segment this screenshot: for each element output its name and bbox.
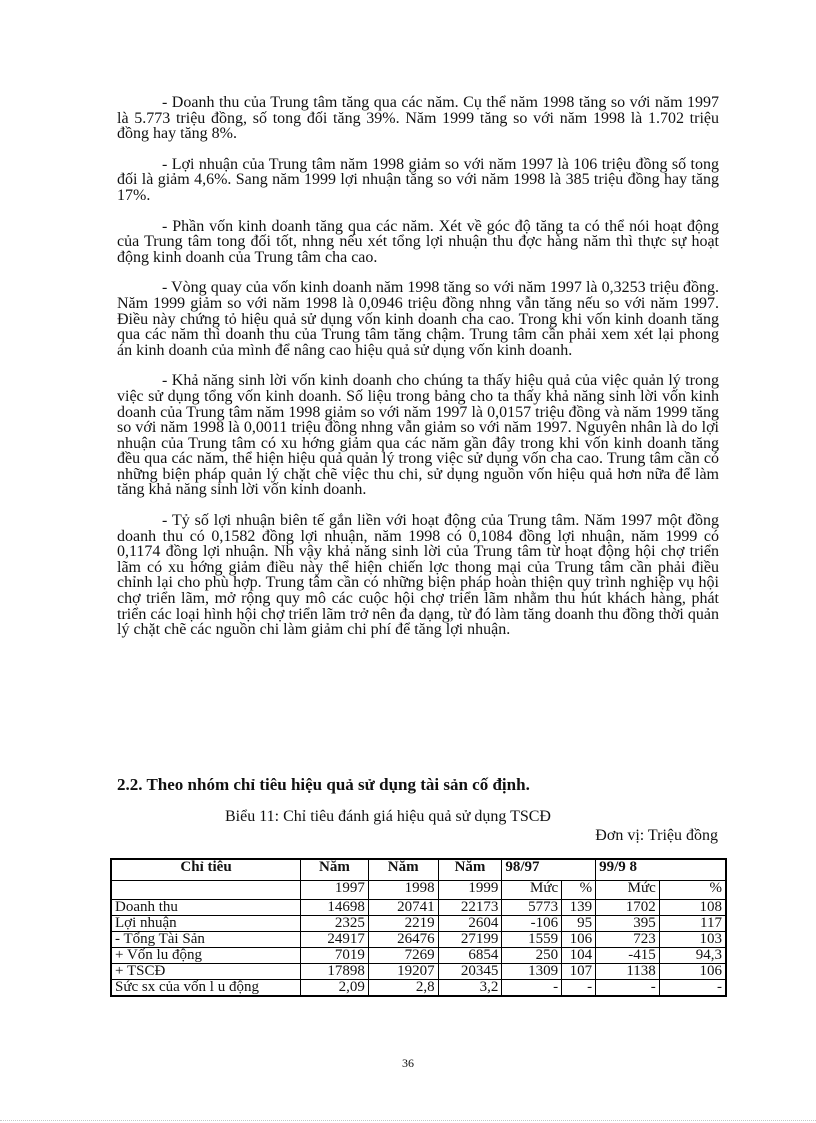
cell-pct1: 139 bbox=[562, 900, 596, 916]
table-row bbox=[111, 964, 726, 980]
table-body bbox=[111, 900, 726, 997]
subheader-muc-99-98: Mức bbox=[596, 881, 660, 900]
cell-pct1: - bbox=[562, 980, 596, 997]
header-nam-1998: Năm bbox=[368, 859, 438, 881]
paragraph: - Phần vốn kinh doanh tăng qua các năm. Xét về góc độ tăng ta có thể nói hoạt động của Trung tâm tong đối tốt, nhng nếu xét tổng lợi nhuận thu đợc hàng năm thì thực sự hoạt động kinh doanh của Trung tâm cha cao. bbox=[117, 217, 719, 266]
subheader-muc-98-97: Mức bbox=[502, 881, 562, 900]
cell-muc1: 250 bbox=[502, 948, 562, 964]
cell-muc2: 1702 bbox=[596, 900, 660, 916]
row-label: + Vốn lu động bbox=[111, 948, 301, 964]
bottom-divider bbox=[0, 1120, 816, 1121]
table-row bbox=[111, 948, 726, 964]
table-caption: Biểu 11: Chỉ tiêu đánh giá hiệu quả sử dụng TSCĐ bbox=[225, 808, 551, 825]
cell-y1999: 2604 bbox=[438, 916, 502, 932]
paragraph: - Lợi nhuận của Trung tâm năm 1998 giảm so với năm 1997 là 106 triệu đồng số tong đối là giảm 4,6%. Sang năm 1999 lợi nhuận tăng so với năm 1998 là 385 triệu đồng hay tăng 17%. bbox=[117, 155, 719, 204]
cell-pct1: 106 bbox=[562, 932, 596, 948]
table-row bbox=[111, 900, 726, 916]
cell-y1999: 6854 bbox=[438, 948, 502, 964]
cell-y1997: 2,09 bbox=[301, 980, 369, 997]
indicator-table bbox=[110, 858, 727, 997]
paragraph: - Doanh thu của Trung tâm tăng qua các năm. Cụ thể năm 1998 tăng so với năm 1997 là 5.773 triệu đồng, số tong đối tăng 39%. Năm 1999 tăng so với năm 1998 là 1.702 triệu đồng hay tăng 8%. bbox=[117, 94, 719, 143]
cell-y1998: 2219 bbox=[368, 916, 438, 932]
table-row bbox=[111, 916, 726, 932]
table-row bbox=[111, 932, 726, 948]
header-nam-1999: Năm bbox=[438, 859, 502, 881]
subheader-pct-99-98: % bbox=[659, 881, 726, 900]
header-nam-1997: Năm bbox=[301, 859, 369, 881]
cell-y1999: 27199 bbox=[438, 932, 502, 948]
cell-y1997: 17898 bbox=[301, 964, 369, 980]
header-98-97: 98/97 bbox=[502, 859, 596, 881]
section-heading: 2.2. Theo nhóm chỉ tiêu hiệu quả sử dụng tài sản cố định. bbox=[117, 775, 530, 794]
cell-y1998: 7269 bbox=[368, 948, 438, 964]
cell-pct2: 117 bbox=[659, 916, 726, 932]
cell-muc2: - bbox=[596, 980, 660, 997]
cell-pct2: 94,3 bbox=[659, 948, 726, 964]
cell-y1999: 3,2 bbox=[438, 980, 502, 997]
cell-muc1: 5773 bbox=[502, 900, 562, 916]
cell-pct1: 104 bbox=[562, 948, 596, 964]
cell-y1998: 26476 bbox=[368, 932, 438, 948]
subheader-blank bbox=[111, 881, 301, 900]
table-row bbox=[111, 980, 726, 997]
cell-muc2: -415 bbox=[596, 948, 660, 964]
cell-y1998: 2,8 bbox=[368, 980, 438, 997]
cell-pct1: 107 bbox=[562, 964, 596, 980]
subheader-1998: 1998 bbox=[368, 881, 438, 900]
cell-y1998: 20741 bbox=[368, 900, 438, 916]
cell-y1997: 7019 bbox=[301, 948, 369, 964]
cell-muc2: 395 bbox=[596, 916, 660, 932]
cell-y1997: 2325 bbox=[301, 916, 369, 932]
header-99-98: 99/9 8 bbox=[596, 859, 726, 881]
body-text bbox=[117, 95, 719, 653]
paragraph: - Vòng quay của vốn kinh doanh năm 1998 tăng so với năm 1997 là 0,3253 triệu đồng. Năm 1999 giảm so với năm 1998 là 0,0946 triệu đồng nhng vẫn tăng nếu so với năm 1997. Điều này chứng tỏ hiệu quả sử dụng vốn kinh doanh cha cao. Trong khi vốn kinh doanh tăng qua các năm thì doanh thu của Trung tâm tăng chậm. Trung tâm cần phải xem xét lại phong án kinh doanh của mình để nâng cao hiệu quả sử dụng vốn kinh doanh. bbox=[117, 279, 719, 359]
cell-muc2: 1138 bbox=[596, 964, 660, 980]
row-label: - Tổng Tài Sản bbox=[111, 932, 301, 948]
table-subheader-row bbox=[111, 881, 726, 900]
cell-y1997: 24917 bbox=[301, 932, 369, 948]
cell-pct2: 108 bbox=[659, 900, 726, 916]
row-label: Lợi nhuận bbox=[111, 916, 301, 932]
cell-muc2: 723 bbox=[596, 932, 660, 948]
paragraph: - Khả năng sinh lời vốn kinh doanh cho chúng ta thấy hiệu quả của việc quản lý trong việc sử dụng tổng vốn kinh doanh. Số liệu trong bảng cho ta thấy khả năng sinh lời vốn kinh doanh của Trung tâm năm 1998 giảm so với năm 1997 là 0,0157 triệu đồng và năm 1999 tăng so với năm 1998 là 0,0011 triệu đồng nhng vẫn giảm so với năm 1997. Nguyên nhân là do lợi nhuận của Trung tâm có xu hớng giảm qua các năm gần đây trong khi vốn kinh doanh tăng đều qua các năm, thể hiện hiệu quả quản lý trong việc sử dụng vốn cha cao. Trung tâm cần có những biện pháp quản lý chặt chẽ việc thu chi, sử dụng nguồn vốn hiệu quả hơn nữa để làm tăng khả năng sinh lời vốn kinh doanh. bbox=[117, 372, 719, 499]
cell-pct2: 106 bbox=[659, 964, 726, 980]
cell-y1997: 14698 bbox=[301, 900, 369, 916]
subheader-pct-98-97: % bbox=[562, 881, 596, 900]
row-label: Doanh thu bbox=[111, 900, 301, 916]
row-label: + TSCĐ bbox=[111, 964, 301, 980]
header-chi-tieu: Chỉ tiêu bbox=[111, 859, 301, 881]
subheader-1999: 1999 bbox=[438, 881, 502, 900]
cell-muc1: 1309 bbox=[502, 964, 562, 980]
cell-muc1: -106 bbox=[502, 916, 562, 932]
cell-muc1: 1559 bbox=[502, 932, 562, 948]
row-label: Sức sx của vốn l u động bbox=[111, 980, 301, 997]
page-number: 36 bbox=[402, 1056, 414, 1070]
table-unit: Đơn vị: Triệu đồng bbox=[595, 827, 718, 844]
subheader-1997: 1997 bbox=[301, 881, 369, 900]
cell-pct2: - bbox=[659, 980, 726, 997]
cell-pct2: 103 bbox=[659, 932, 726, 948]
cell-y1999: 22173 bbox=[438, 900, 502, 916]
paragraph: - Tỷ số lợi nhuận biên tế gắn liền với hoạt động của Trung tâm. Năm 1997 một đồng doanh thu có 0,1582 đồng lợi nhuận, năm 1998 có 0,1084 đồng lợi nhuận, năm 1999 có 0,1174 đồng lợi nhuận. Nh vậy khả năng sinh lời của Trung tâm từ hoạt động hội chợ triển lãm có xu hớng giảm điều này thể hiện chiến lợc thong mại của Trung tâm cần phải điều chỉnh lại cho phù hợp. Trung tâm cần có những biện pháp hoàn thiện quy trình nghiệp vụ hội chợ triển lãm, mở rộng quy mô các cuộc hội chợ triển lãm nhằm thu hút khách hàng, phát triển các loại hình hội chợ triển lãm trở nên đa dạng, từ đó làm tăng doanh thu đồng thời quản lý chặt chẽ các nguồn chi làm giảm chi phí để tăng lợi nhuận. bbox=[117, 512, 719, 639]
cell-pct1: 95 bbox=[562, 916, 596, 932]
cell-y1999: 20345 bbox=[438, 964, 502, 980]
cell-muc1: - bbox=[502, 980, 562, 997]
table-header-row bbox=[111, 859, 726, 881]
cell-y1998: 19207 bbox=[368, 964, 438, 980]
